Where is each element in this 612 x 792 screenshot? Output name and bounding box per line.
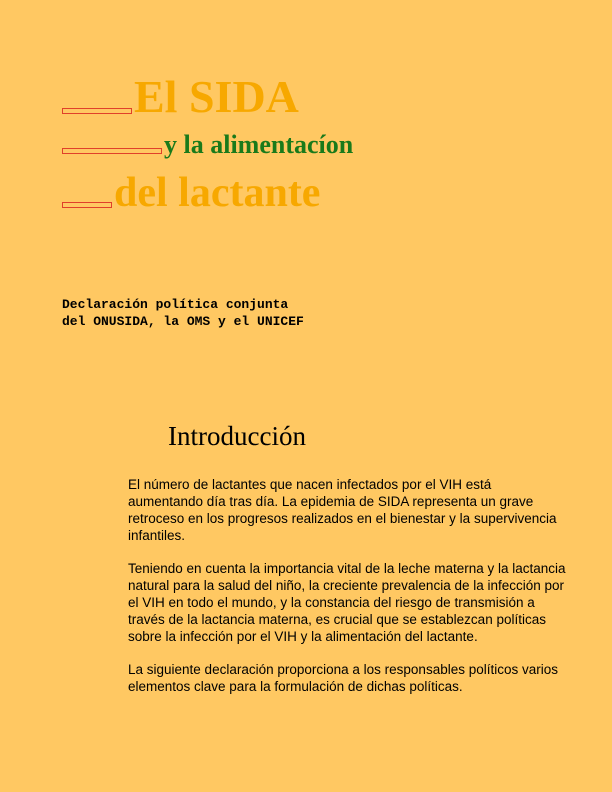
title-line-3	[62, 172, 320, 214]
decorative-bar	[62, 108, 132, 114]
title-lactante: del lactante	[114, 170, 321, 216]
title-line-2	[62, 132, 353, 158]
paragraph: La siguiente declaración proporciona a los responsables políticos varios elementos clave para la formulación de dichas políticas.	[128, 662, 559, 694]
paragraph: El número de lactantes que nacen infectados por el VIH está aumentando día tras día. La epidemia de SIDA representa un grave retroceso en los progresos realizados en el bienestar y la supervivencia infantiles.	[128, 477, 557, 543]
decorative-bar	[62, 148, 162, 154]
title-el-sida: El SIDA	[134, 71, 299, 122]
declaration-line: Declaración política conjunta	[62, 297, 289, 312]
decorative-bar	[62, 202, 112, 208]
declaration-line: del ONUSIDA, la OMS y el UNICEF	[62, 314, 304, 329]
title-line-1	[62, 71, 299, 122]
title-alimentacion: y la alimentacíon	[164, 130, 354, 159]
introduction-body	[128, 476, 568, 711]
paragraph: Teniendo en cuenta la importancia vital de la leche materna y la lactancia natural para la salud del niño, la creciente prevalencia de la infección por el VIH en todo el mundo, y la constancia del riesgo de transmisión a través de la lactancia materna, es crucial que se establezcan políticas sobre la infección por el VIH y la alimentación del lactante.	[128, 561, 566, 644]
section-heading-introduction: Introducción	[168, 421, 306, 451]
joint-declaration-subtitle	[62, 296, 304, 330]
